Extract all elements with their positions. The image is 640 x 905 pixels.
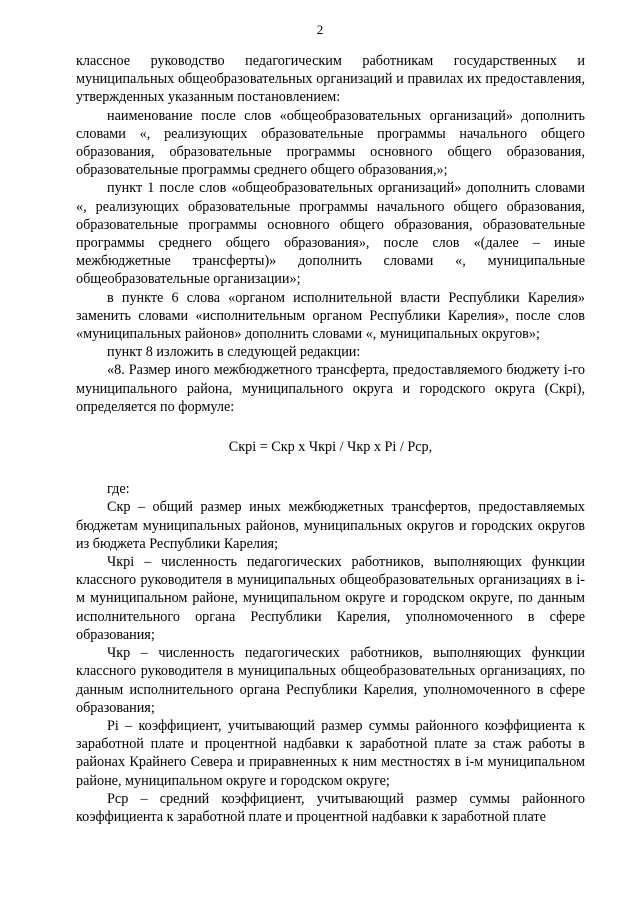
definition-chkr: Чкр – численность педагогических работников, выполняющих функции классного руководителя в муниципальных общеобразовательных организациях, по данным исполнительного органа Республики Карелия, уполномоченного в сфере образования; <box>76 645 585 716</box>
definition-chkri: Чкрi – численность педагогических работников, выполняющих функции классного руководителя в муниципальных общеобразовательных организациях в i-м муниципальном районе, муниципальном округе и городском округе, по данным исполнительного органа Республики Карелия, уполномоченного в сфере образования; <box>76 554 585 643</box>
definition-rsr: Рср – средний коэффициент, учитывающий размер суммы районного коэффициента к заработной плате и процентной надбавки к заработной плате <box>76 790 585 825</box>
paragraph-item-6-amendment: в пункте 6 слова «органом исполнительной власти Республики Карелия» заменить словами «исполнительным органом Республики Карелия», после слов «муниципальных районов» дополнить словами «, муниципальных округов»; <box>76 289 585 343</box>
document-body <box>76 52 585 826</box>
definition-skr: Скр – общий размер иных межбюджетных трансфертов, предоставляемых бюджетам муниципальных районов, муниципальных округов и городских округов из бюджета Республики Карелия; <box>76 499 585 552</box>
page-number: 2 <box>316 22 324 37</box>
paragraph-item-8-intro: пункт 8 изложить в следующей редакции: <box>107 344 361 361</box>
paragraph-item-8-text: «8. Размер иного межбюджетного трансферта, предоставляемого бюджету i-го муниципального района, муниципального округа и городского округа (Скрi), определяется по формуле: <box>76 362 585 415</box>
definition-ri: Рi – коэффициент, учитывающий размер суммы районного коэффициента к заработной плате и процентной надбавки к заработной плате за стаж работы в районах Крайнего Севера и приравненных к ним местностях в i-м муниципальном районе, муниципальном округе и городском округе; <box>76 717 585 789</box>
paragraph-continuation: классное руководство педагогическим работникам государственных и муниципальных общеобразовательных организаций и правилах их предоставления, утвержденных указанным постановлением: <box>76 53 585 106</box>
paragraph-title-amendment: наименование после слов «общеобразовательных организаций» дополнить словами «, реализующих образовательные программы начального общего образования, образовательные программы основного общего образования, образовательные программы среднего общего образования,»; <box>76 107 585 179</box>
paragraph-where: где: <box>107 481 130 498</box>
formula: Скрi = Скр х Чкрi / Чкр х Рi / Рср, <box>228 439 433 456</box>
paragraph-item-1-amendment: пункт 1 после слов «общеобразовательных организаций» дополнить словами «, реализующих образовательные программы начального общего образования, образовательные программы основного общего образования, образовательные программы среднего общего образования», после слов «(далее – иные межбюджетные трансферты)» дополнить словами «, муниципальные общеобразовательные организации»; <box>76 180 585 288</box>
